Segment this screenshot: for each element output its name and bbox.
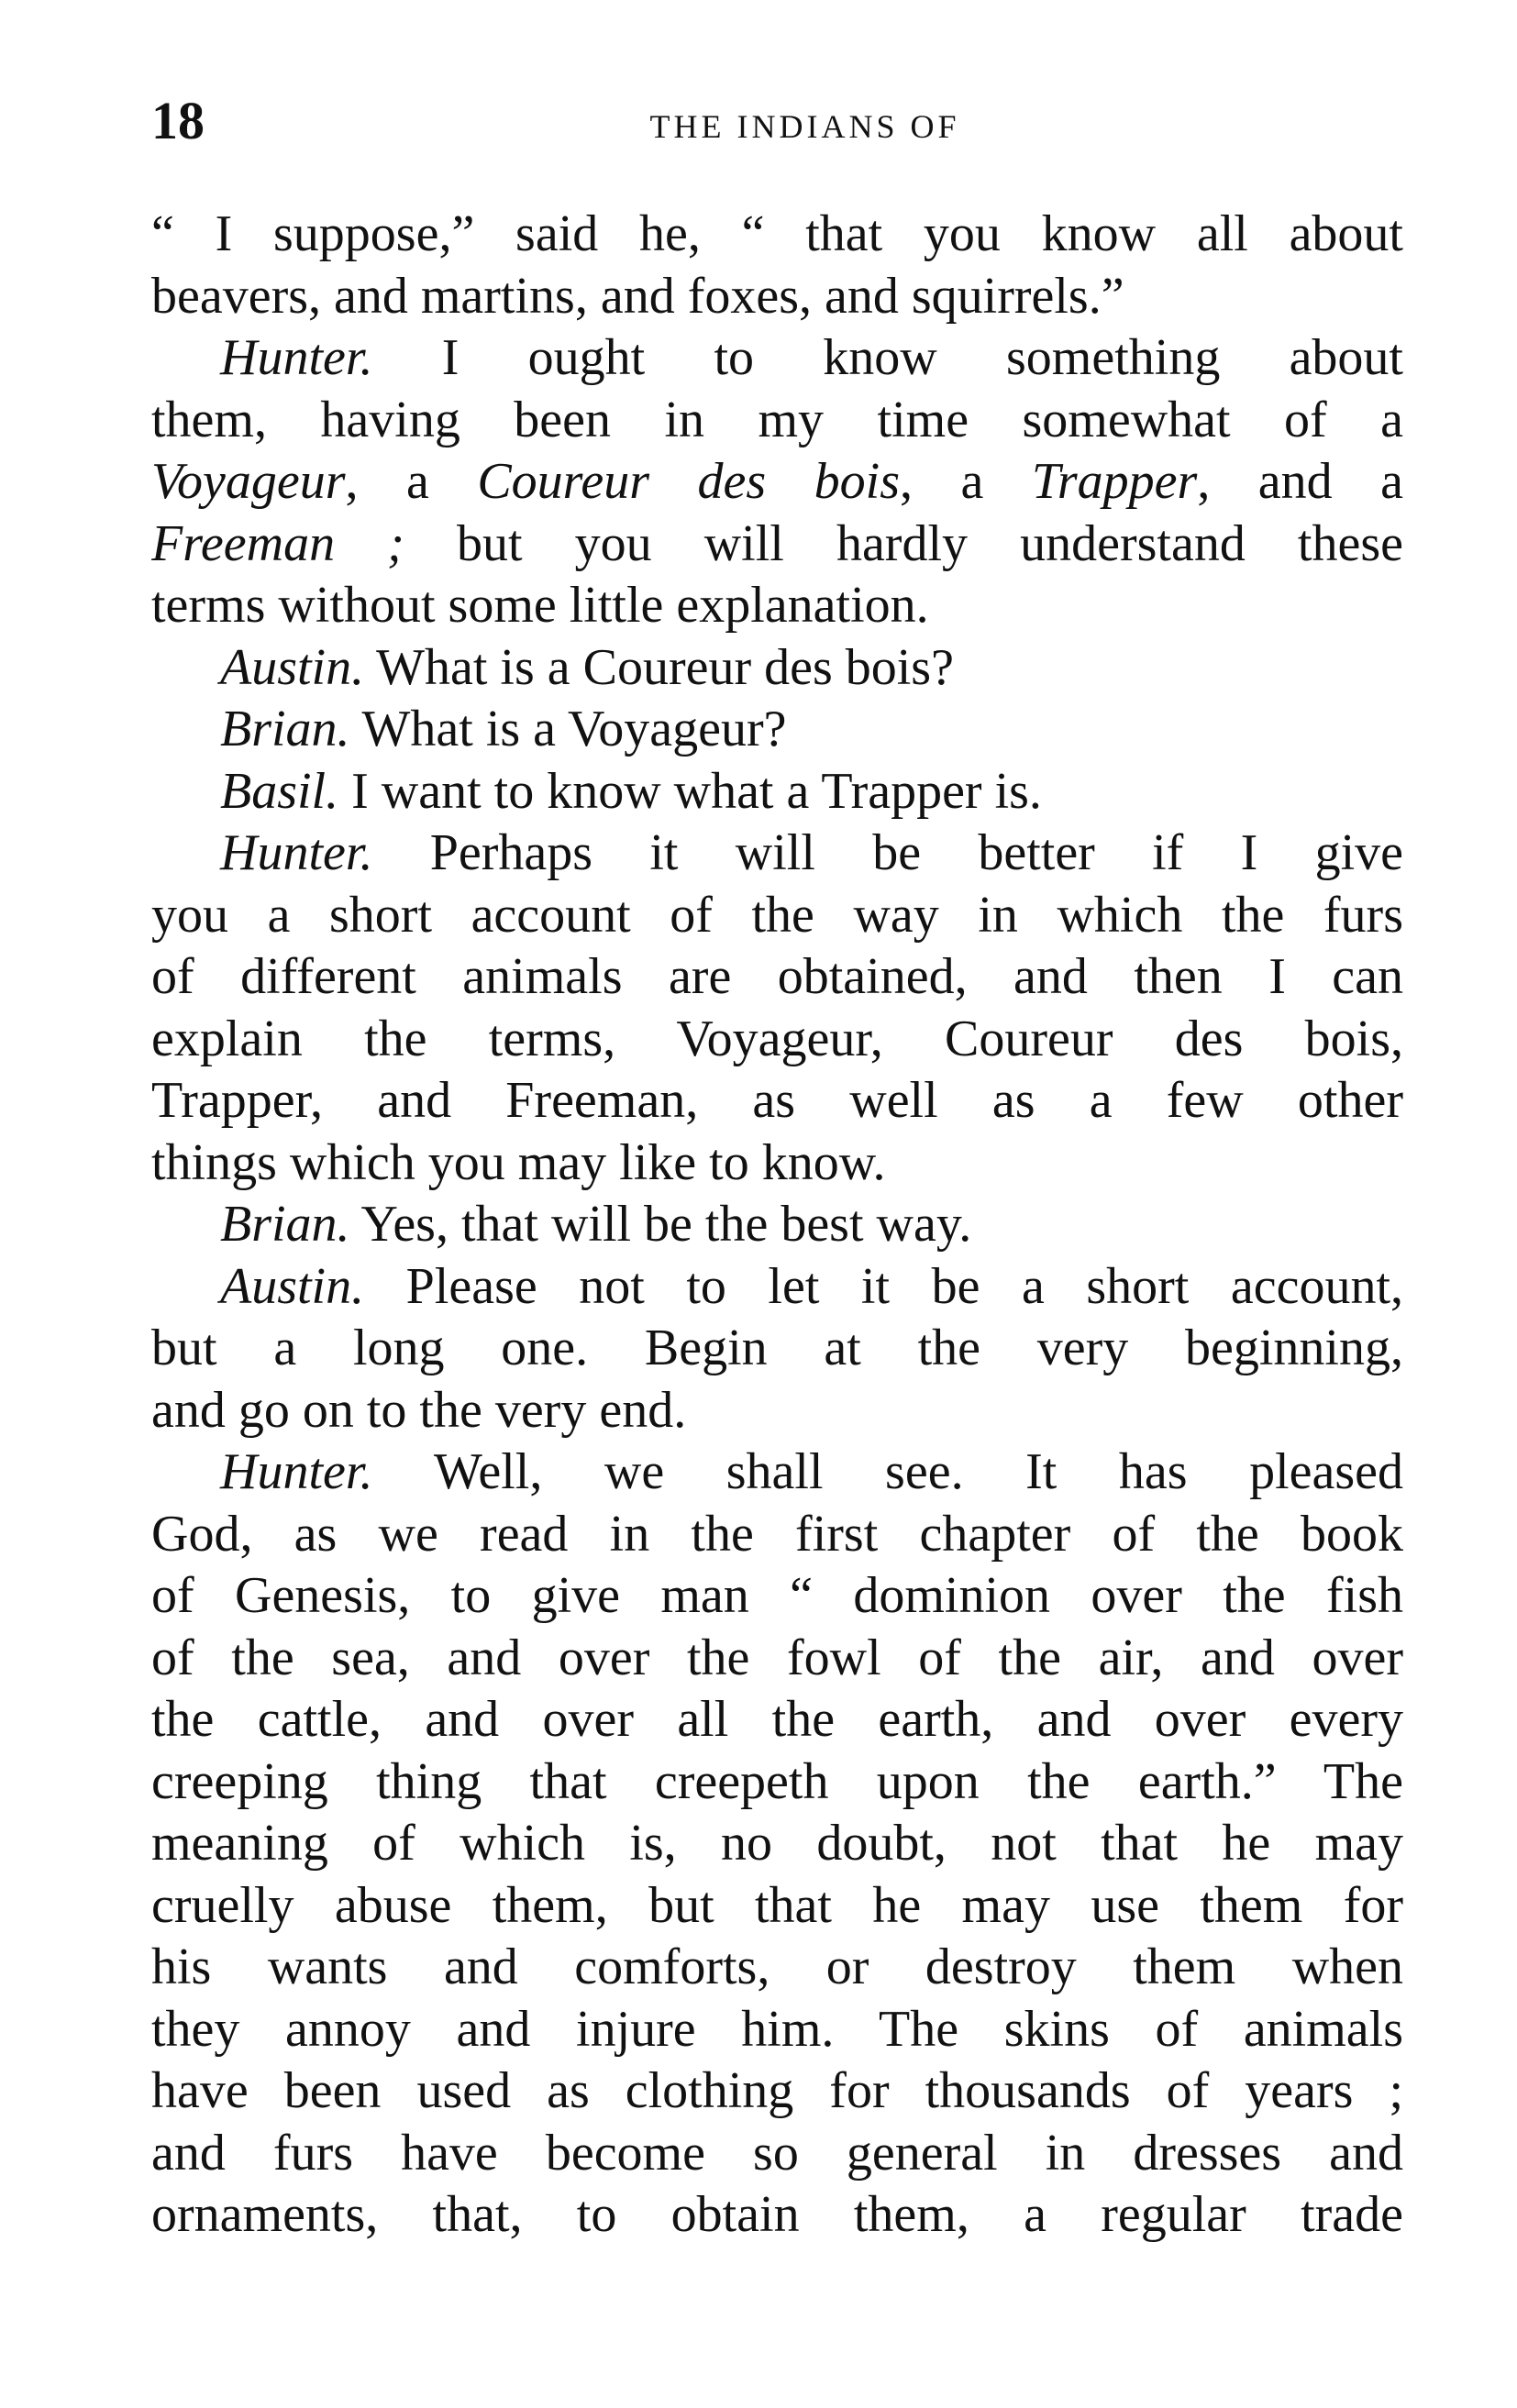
text-line: Austin. Please not to let it be a short account, bbox=[220, 1257, 1403, 1315]
speaker-name: Basil. bbox=[220, 762, 339, 820]
text-line: and go on to the very end. bbox=[151, 1381, 687, 1439]
speaker-name: Brian. bbox=[220, 701, 350, 757]
running-title: THE INDIANS OF bbox=[649, 108, 960, 145]
text-line: Hunter. Well, we shall see. It has pleased bbox=[220, 1443, 1403, 1500]
text-line: Brian. Yes, that will be the best way. bbox=[220, 1196, 972, 1253]
text-line: Voyageur, a Coureur des bois, a Trapper, and a bbox=[151, 453, 1403, 510]
text-line: have been used as clothing for thousands of years ; bbox=[151, 2062, 1403, 2119]
text-line: ornaments, that, to obtain them, a regular trade bbox=[151, 2186, 1403, 2243]
body-text bbox=[151, 204, 1403, 2247]
text-line: the cattle, and over all the earth, and over every bbox=[151, 1691, 1403, 1748]
page-header bbox=[151, 84, 1403, 158]
text-line: God, as we read in the first chapter of the book bbox=[151, 1505, 1403, 1563]
text-line: beavers, and martins, and foxes, and squirrels.” bbox=[151, 267, 1124, 325]
text-line: but a long one. Begin at the very beginning, bbox=[151, 1320, 1403, 1376]
text-line: Trapper, and Freeman, as well as a few other bbox=[151, 1072, 1403, 1129]
speaker-name: Hunter. bbox=[220, 824, 373, 881]
text-line: meaning of which is, no doubt, not that he may bbox=[151, 1815, 1403, 1872]
text-line: they annoy and injure him. The skins of animals bbox=[151, 2000, 1403, 2058]
speaker-name: Brian. bbox=[220, 1196, 350, 1253]
text-line: Basil. I want to know what a Trapper is. bbox=[220, 762, 1042, 820]
page-number: 18 bbox=[151, 91, 205, 150]
text-line: cruelly abuse them, but that he may use them for bbox=[151, 1876, 1403, 1934]
text-line: explain the terms, Voyageur, Coureur des bois, bbox=[151, 1010, 1403, 1067]
text-line: of the sea, and over the fowl of the air, and over bbox=[151, 1629, 1403, 1686]
text-line: you a short account of the way in which the furs bbox=[151, 886, 1403, 944]
speaker-name: Hunter. bbox=[220, 329, 373, 386]
text-line: things which you may like to know. bbox=[151, 1133, 886, 1191]
text-line: Brian. What is a Voyageur? bbox=[220, 701, 787, 757]
text-line: his wants and comforts, or destroy them when bbox=[151, 1939, 1403, 1995]
text-line: terms without some little explanation. bbox=[151, 577, 929, 634]
text-line: Hunter. Perhaps it will be better if I give bbox=[220, 824, 1403, 881]
text-line: of Genesis, to give man “ dominion over the fish bbox=[151, 1567, 1403, 1624]
text-line: creeping thing that creepeth upon the earth.” The bbox=[151, 1752, 1403, 1810]
text-line: Austin. What is a Coureur des bois? bbox=[220, 638, 954, 696]
text-line: Freeman ; but you will hardly understand these bbox=[151, 514, 1403, 572]
speaker-name: Austin. bbox=[220, 638, 365, 696]
text-line: and furs have become so general in dresses and bbox=[151, 2124, 1403, 2182]
text-line: of different animals are obtained, and then I can bbox=[151, 948, 1403, 1005]
text-line: them, having been in my time somewhat of a bbox=[151, 391, 1403, 448]
speaker-name: Hunter. bbox=[220, 1443, 373, 1500]
text-line: “ I suppose,” said he, “ that you know all about bbox=[151, 205, 1403, 262]
speaker-name: Austin. bbox=[220, 1257, 365, 1315]
text-line: Hunter. I ought to know something about bbox=[220, 329, 1403, 386]
